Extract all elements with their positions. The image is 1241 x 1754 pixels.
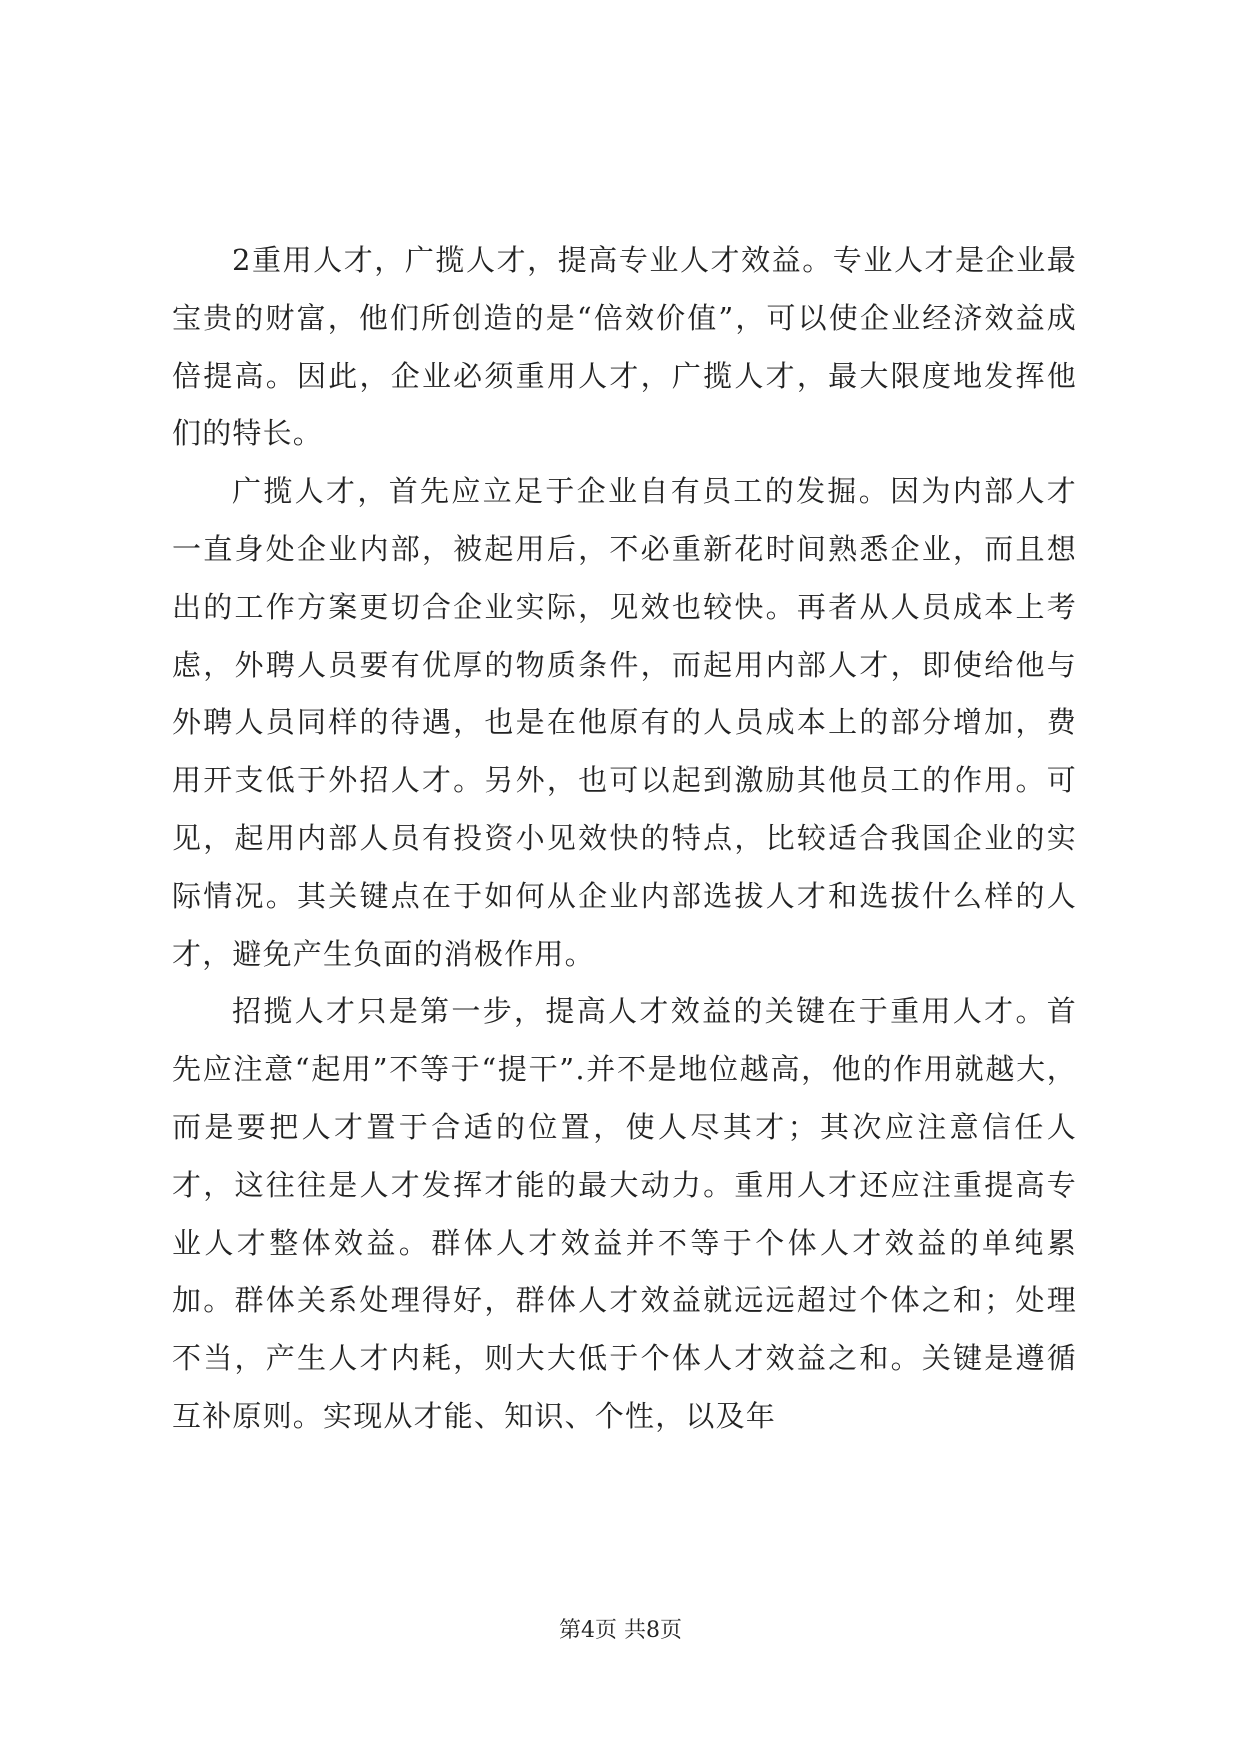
paragraph-2: 广揽人才，首先应立足于企业自有员工的发掘。因为内部人才一直身处企业内部，被起用后，不必重新花时间熟悉企业，而且想出的工作方案更切合企业实际，见效也较快。再者从人员成本上考虑，外聘人员要有优厚的物质条件，而起用内部人才，即使给他与外聘人员同样的待遇，也是在他原有的人员成本上的部分增加，费用开支低于外招人才。另外，也可以起到激励其他员工的作用。可见，起用内部人员有投资小见效快的特点，比较适合我国企业的实际情况。其关键点在于如何从企业内部选拔人才和选拔什么样的人才，避免产生负面的消极作用。	[172, 474, 1077, 971]
paragraph-3: 招揽人才只是第一步，提高人才效益的关键在于重用人才。首先应注意“起用”不等于“提干”.并不是地位越高，他的作用就越大，而是要把人才置于合适的位置，使人尽其才；其次应注意信任人才，这往往是人才发挥才能的最大动力。重用人才还应注重提高专业人才整体效益。群体人才效益并不等于个体人才效益的单纯累加。群体关系处理得好，群体人才效益就远远超过个体之和；处理不当，产生人才内耗，则大大低于个体人才效益之和。关键是遵循互补原则。实现从才能、知识、个性，以及年	[172, 994, 1077, 1433]
body-text	[172, 232, 1077, 1446]
paragraph-1: 2重用人才，广揽人才，提高专业人才效益。专业人才是企业最宝贵的财富，他们所创造的是“倍效价值”，可以使企业经济效益成倍提高。因此，企业必须重用人才，广揽人才，最大限度地发挥他们的特长。	[172, 243, 1077, 451]
page-footer: 第4页 共8页	[559, 1618, 682, 1643]
